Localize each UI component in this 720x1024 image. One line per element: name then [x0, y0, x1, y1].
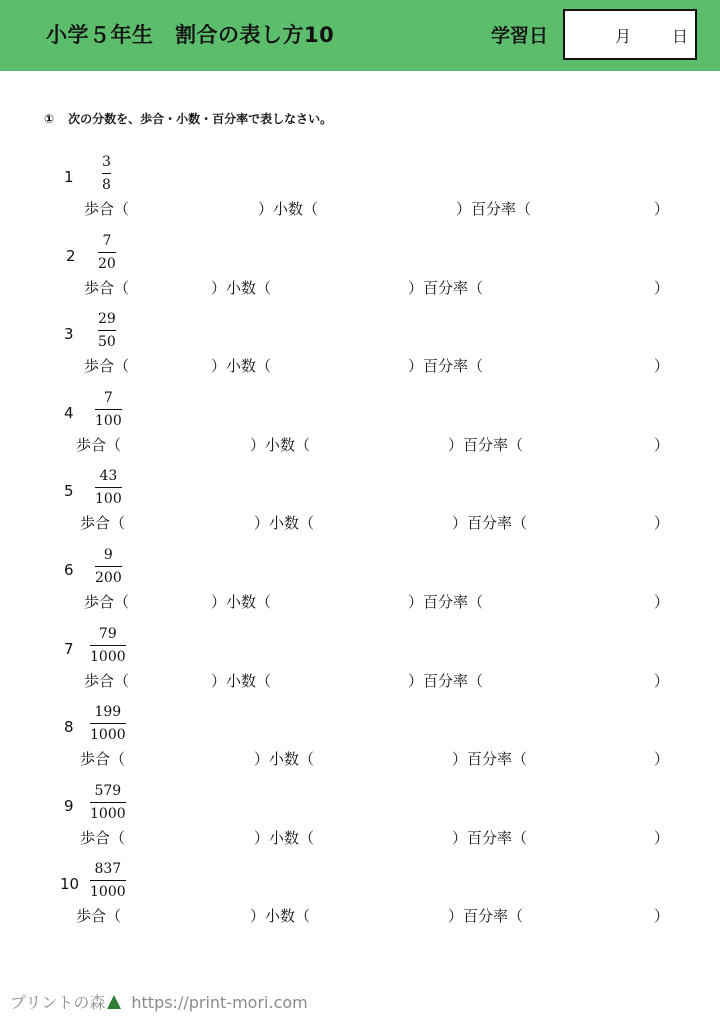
fraction-numerator: 837	[94, 861, 122, 877]
fraction	[98, 232, 116, 273]
shosu-answer-field[interactable]	[325, 198, 456, 218]
problem-row	[0, 156, 720, 235]
buai-answer-field[interactable]	[126, 512, 254, 532]
shosu-answer-field[interactable]	[272, 670, 408, 690]
problem-row	[0, 313, 720, 392]
problem-row	[0, 549, 720, 628]
shosu-answer-field[interactable]	[321, 748, 452, 768]
answer-line	[0, 748, 720, 770]
label-hyakubunritsu: ）百分率（	[452, 750, 528, 768]
fraction	[90, 703, 126, 744]
study-date-box[interactable]	[563, 9, 697, 60]
question-marker: ①	[44, 112, 55, 126]
shosu-answer-field[interactable]	[317, 905, 448, 925]
fraction-numerator: 7	[103, 390, 113, 406]
page-title: 小学５年生 割合の表し方10	[46, 23, 335, 47]
hyakubunritsu-answer-field[interactable]	[535, 198, 654, 218]
fraction-bar	[95, 409, 122, 410]
label-shosu: ）小数（	[211, 672, 272, 690]
hyakubunritsu-answer-field[interactable]	[531, 827, 654, 847]
label-shosu: ）小数（	[250, 907, 311, 925]
fraction-numerator: 29	[98, 311, 116, 327]
label-hyakubunritsu: ）百分率（	[408, 279, 484, 297]
fraction-denominator: 1000	[90, 884, 126, 900]
buai-answer-field[interactable]	[123, 670, 211, 690]
fraction-numerator: 7	[102, 233, 112, 249]
fraction	[95, 389, 122, 430]
hyakubunritsu-answer-field[interactable]	[488, 591, 654, 611]
label-hyakubunritsu: ）百分率（	[448, 436, 524, 454]
problem-number: 5	[64, 482, 74, 500]
problem-number: 1	[64, 168, 74, 186]
answer-line	[0, 434, 720, 456]
fraction	[90, 625, 126, 666]
problem-number: 10	[60, 875, 80, 893]
fraction-numerator: 579	[94, 783, 122, 799]
label-close: ）	[654, 593, 670, 611]
fraction-denominator: 50	[98, 334, 116, 350]
instruction-text: 次の分数を、歩合・小数・百分率で表しなさい。	[68, 112, 333, 126]
buai-answer-field[interactable]	[123, 591, 211, 611]
fraction-bar	[98, 252, 116, 253]
fraction-bar	[90, 880, 126, 881]
header-bar	[0, 0, 720, 71]
fraction	[98, 310, 116, 351]
shosu-answer-field[interactable]	[317, 434, 448, 454]
problem-number: 8	[64, 718, 74, 736]
fraction-denominator: 1000	[90, 649, 126, 665]
label-hyakubunritsu: ）百分率（	[408, 672, 484, 690]
study-date-label: 学習日	[491, 25, 549, 47]
fraction-denominator: 20	[98, 256, 116, 272]
label-shosu: ）小数（	[254, 750, 315, 768]
fraction-numerator: 199	[94, 704, 122, 720]
fraction-numerator: 9	[103, 547, 113, 563]
fraction-bar	[95, 566, 122, 567]
buai-answer-field[interactable]	[122, 905, 250, 925]
label-hyakubunritsu: ）百分率（	[456, 200, 532, 218]
hyakubunritsu-answer-field[interactable]	[531, 512, 654, 532]
tree-icon	[107, 995, 121, 1009]
buai-answer-field[interactable]	[130, 198, 258, 218]
hyakubunritsu-answer-field[interactable]	[488, 670, 654, 690]
hyakubunritsu-answer-field[interactable]	[527, 905, 654, 925]
shosu-answer-field[interactable]	[272, 355, 408, 375]
label-shosu: ）小数（	[211, 357, 272, 375]
problem-row	[0, 706, 720, 785]
site-url[interactable]: https://print-mori.com	[131, 993, 308, 1012]
label-buai: 歩合（	[76, 436, 122, 454]
problem-row	[0, 628, 720, 707]
shosu-answer-field[interactable]	[321, 827, 452, 847]
day-label: 日	[672, 27, 689, 46]
fraction-bar	[102, 173, 111, 174]
label-buai: 歩合（	[84, 279, 130, 297]
problem-number: 4	[64, 404, 74, 422]
label-close: ）	[654, 279, 670, 297]
fraction-denominator: 100	[95, 413, 122, 429]
label-buai: 歩合（	[84, 593, 130, 611]
label-buai: 歩合（	[80, 750, 126, 768]
label-close: ）	[654, 200, 670, 218]
buai-answer-field[interactable]	[122, 434, 250, 454]
label-hyakubunritsu: ）百分率（	[448, 907, 524, 925]
fraction-bar	[95, 487, 122, 488]
fraction-bar	[90, 645, 126, 646]
label-close: ）	[654, 750, 670, 768]
label-shosu: ）小数（	[211, 593, 272, 611]
label-hyakubunritsu: ）百分率（	[452, 514, 528, 532]
label-shosu: ）小数（	[258, 200, 319, 218]
shosu-answer-field[interactable]	[321, 512, 452, 532]
problem-row	[0, 470, 720, 549]
problem-number: 9	[64, 797, 74, 815]
problem-row	[0, 392, 720, 471]
fraction-bar	[90, 802, 126, 803]
fraction	[95, 467, 122, 508]
label-close: ）	[654, 357, 670, 375]
label-buai: 歩合（	[84, 200, 130, 218]
problem-number: 6	[64, 561, 74, 579]
fraction-denominator: 1000	[90, 727, 126, 743]
buai-answer-field[interactable]	[123, 355, 211, 375]
label-shosu: ）小数（	[254, 829, 315, 847]
hyakubunritsu-answer-field[interactable]	[527, 434, 654, 454]
answer-line	[0, 905, 720, 927]
label-shosu: ）小数（	[211, 279, 272, 297]
answer-line	[0, 670, 720, 692]
answer-line	[0, 277, 720, 299]
label-hyakubunritsu: ）百分率（	[408, 593, 484, 611]
problem-row	[0, 785, 720, 864]
fraction-denominator: 200	[95, 570, 122, 586]
shosu-answer-field[interactable]	[272, 591, 408, 611]
problem-number: 2	[66, 247, 76, 265]
answer-line	[0, 512, 720, 534]
problem-number: 3	[64, 325, 74, 343]
fraction-denominator: 1000	[90, 806, 126, 822]
label-close: ）	[654, 829, 670, 847]
label-buai: 歩合（	[84, 672, 130, 690]
problem-row	[0, 863, 720, 942]
label-buai: 歩合（	[84, 357, 130, 375]
label-close: ）	[654, 436, 670, 454]
fraction	[95, 546, 122, 587]
fraction-denominator: 8	[102, 177, 111, 193]
month-label: 月	[615, 27, 632, 46]
buai-answer-field[interactable]	[126, 748, 254, 768]
fraction-numerator: 3	[102, 154, 111, 170]
problem-number: 7	[64, 640, 74, 658]
label-hyakubunritsu: ）百分率（	[452, 829, 528, 847]
fraction-numerator: 79	[98, 626, 117, 642]
shosu-answer-field[interactable]	[272, 277, 408, 297]
answer-line	[0, 591, 720, 613]
site-name: プリントの森	[10, 993, 106, 1012]
label-close: ）	[654, 907, 670, 925]
fraction-numerator: 43	[99, 468, 118, 484]
label-buai: 歩合（	[80, 829, 126, 847]
hyakubunritsu-answer-field[interactable]	[531, 748, 654, 768]
label-buai: 歩合（	[80, 514, 126, 532]
hyakubunritsu-answer-field[interactable]	[488, 277, 654, 297]
answer-line	[0, 355, 720, 377]
fraction-denominator: 100	[95, 491, 122, 507]
problem-row	[0, 235, 720, 314]
label-close: ）	[654, 514, 670, 532]
fraction	[102, 153, 111, 194]
label-shosu: ）小数（	[250, 436, 311, 454]
fraction	[90, 860, 126, 901]
label-close: ）	[654, 672, 670, 690]
answer-line	[0, 827, 720, 849]
instruction	[44, 110, 332, 127]
buai-answer-field[interactable]	[126, 827, 254, 847]
footer	[10, 990, 308, 1013]
label-hyakubunritsu: ）百分率（	[408, 357, 484, 375]
hyakubunritsu-answer-field[interactable]	[488, 355, 654, 375]
buai-answer-field[interactable]	[123, 277, 211, 297]
label-buai: 歩合（	[76, 907, 122, 925]
fraction-bar	[98, 330, 116, 331]
label-shosu: ）小数（	[254, 514, 315, 532]
answer-line	[0, 198, 720, 220]
fraction-bar	[90, 723, 126, 724]
fraction	[90, 782, 126, 823]
